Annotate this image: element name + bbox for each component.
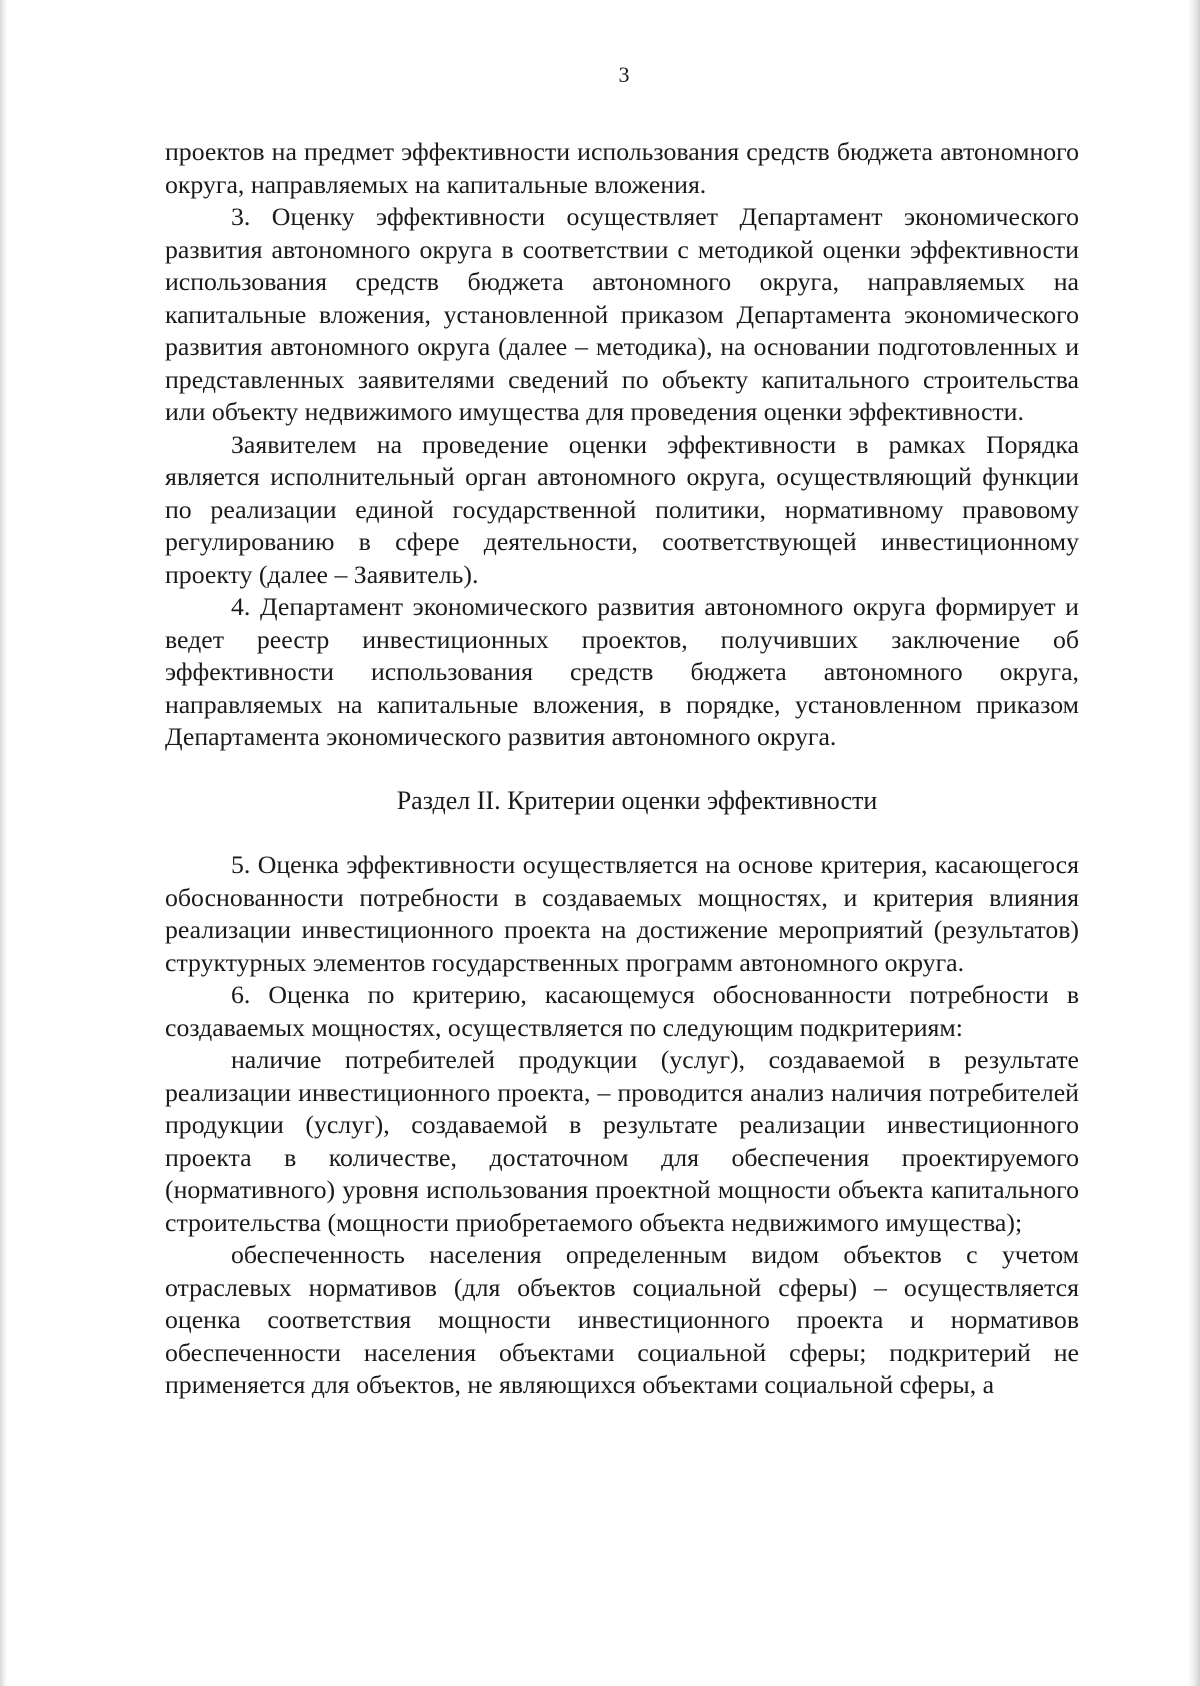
paragraph-item-5: 5. Оценка эффективности осуществляется на основе критерия, касающегося обоснованности потребности в создаваемых мощностях, и критерия влияния реализации инвестиционного проекта на достижение мероприятий (результатов) структурных элементов государственных программ автономного округа. [165,850,1079,977]
paragraph-item-4: 4. Департамент экономического развития автономного округа формирует и ведет реестр инвестиционных проектов, получивших заключение об эффективности использования средств бюджета автономного округа, направляемых на капитальные вложения, в порядке, установленном приказом Департамента экономического развития автономного округа. [165,592,1079,751]
paragraph-item-3: 3. Оценку эффективности осуществляет Департамент экономического развития автономного округа в соответствии с методикой оценки эффективности использования средств бюджета автономного округа, направляемых на капитальные вложения, установленной приказом Департамента экономического развития автономного округа (далее – методика), на основании подготовленных и представленных заявителями сведений по объекту капитального строительства или объекту недвижимого имущества для проведения оценки эффективности. [165,202,1079,426]
scan-edge-left [0,0,8,1686]
paragraph-subcriterion-provision: обеспеченность населения определенным видом объектов с учетом отраслевых нормативов (для объектов социальной сферы) – осуществляется оценка соответствия мощности инвестиционного проекта и нормативов обеспеченности населения объектами социальной сферы; подкритерий не применяется для объектов, не являющихся объектами социальной сферы, а [165,1240,1079,1399]
section-heading: Раздел II. Критерии оценки эффективности [396,785,878,815]
paragraph-applicant: Заявителем на проведение оценки эффективности в рамках Порядка является исполнительный орган автономного округа, осуществляющий функции по реализации единой государственной политики, нормативному правовому регулированию в сфере деятельности, соответствующей инвестиционному проекту (далее – Заявитель). [165,429,1079,589]
page-number: 3 [618,62,630,87]
scan-edge-right [1188,0,1200,1686]
paragraph-subcriterion-consumers: наличие потребителей продукции (услуг), создаваемой в результате реализации инвестиционного проекта, – проводится анализ наличия потребителей продукции (услуг), создаваемой в результате реализации инвестиционного проекта в количестве, достаточном для обеспечения проектируемого (нормативного) уровня использования проектной мощности объекта капитального строительства (мощности приобретаемого объекта недвижимого имущества); [165,1045,1079,1237]
paragraph-continuation: проектов на предмет эффективности использования средств бюджета автономного округа, направляемых на капитальные вложения. [165,137,1079,199]
document-body [165,136,1079,1402]
paragraph-item-6: 6. Оценка по критерию, касающемуся обоснованности потребности в создаваемых мощностях, осуществляется по следующим подкритериям: [165,980,1079,1042]
